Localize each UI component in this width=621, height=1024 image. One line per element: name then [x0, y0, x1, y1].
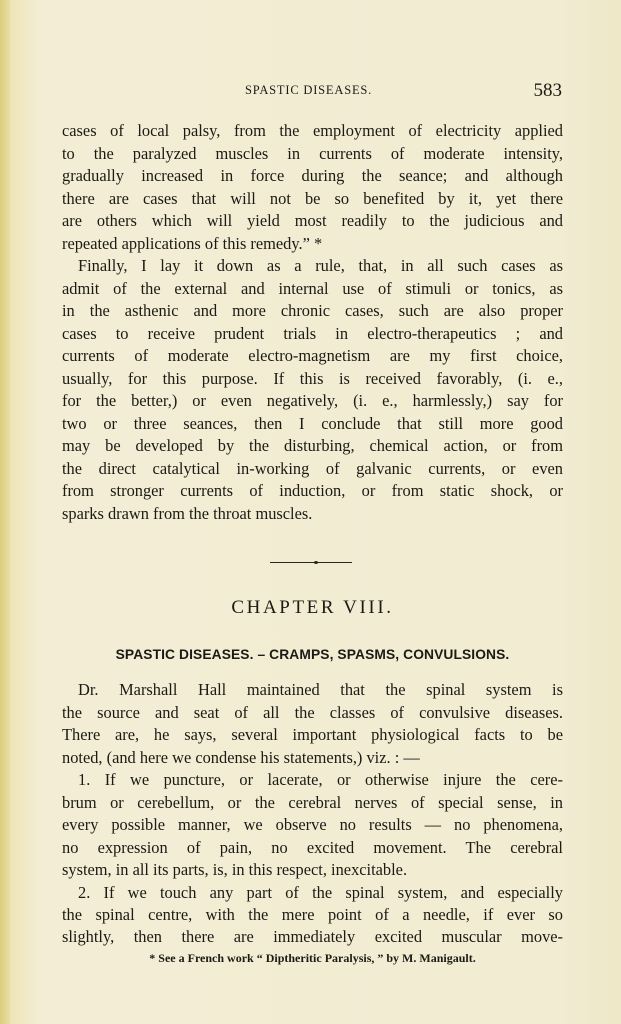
page-number: 583 — [533, 80, 562, 101]
chapter-subtitle: SPASTIC DISEASES. – CRAMPS, SPASMS, CONVULSIONS. — [115, 647, 510, 662]
text-line: the spinal centre, with the mere point of a needle, if ever so — [62, 905, 563, 924]
text-line: 1. If we puncture, or lacerate, or otherwise injure the cere- — [78, 770, 563, 789]
text-line: brum or cerebellum, or the cerebral nerves of special sense, in — [62, 793, 563, 812]
text-line: usually, for this purpose. If this is received favorably, (i. e., — [62, 369, 563, 388]
text-line: There are, he says, several important physiological facts to be — [62, 725, 563, 744]
running-head — [62, 82, 562, 106]
text-line: are others which will yield most readily to the judicious and — [62, 211, 563, 230]
text-line: no expression of pain, no excited movement. The cerebral — [62, 838, 563, 857]
text-line: admit of the external and internal use of stimuli or tonics, as — [62, 279, 563, 298]
text-line: slightly, then there are immediately excited muscular move- — [62, 927, 563, 946]
text-line: two or three seances, then I conclude that still more good — [62, 414, 563, 433]
text-line: to the paralyzed muscles in currents of moderate intensity, — [62, 144, 563, 163]
running-head-title: SPASTIC DISEASES. — [245, 83, 373, 97]
text-line: noted, (and here we condense his statements,) viz. : — — [62, 748, 420, 767]
text-line: for the better,) or even negatively, (i. e., harmlessly,) say for — [62, 391, 563, 410]
text-line: from stronger currents of induction, or from static shock, or — [62, 481, 563, 500]
text-line: every possible manner, we observe no results — no phenomena, — [62, 815, 563, 834]
footnote: * See a French work “ Diptheritic Paralysis, ” by M. Manigault. — [149, 951, 476, 965]
text-line: the direct catalytical in-working of galvanic currents, or even — [62, 459, 563, 478]
text-line: cases of local palsy, from the employment of electricity applied — [62, 121, 563, 140]
text-line: Finally, I lay it down as a rule, that, in all such cases as — [78, 256, 563, 275]
section-divider — [270, 561, 352, 565]
text-line: cases to receive prudent trials in electro-therapeutics ; and — [62, 324, 563, 343]
chapter-heading: CHAPTER VIII. — [231, 597, 394, 618]
text-line: may be developed by the disturbing, chemical action, or from — [62, 436, 563, 455]
text-line: gradually increased in force during the seance; and although — [62, 166, 563, 185]
page-gutter-edge — [0, 0, 10, 1024]
text-line: system, in all its parts, is, in this respect, inexcitable. — [62, 860, 408, 879]
text-line: currents of moderate electro-magnetism are my first choice, — [62, 346, 563, 365]
text-line: in the asthenic and more chronic cases, such are also proper — [62, 301, 563, 320]
text-line: 2. If we touch any part of the spinal system, and especially — [78, 883, 563, 902]
text-line: repeated applications of this remedy.” * — [62, 234, 323, 253]
text-line: there are cases that will not be so benefited by it, yet there — [62, 189, 563, 208]
text-line: Dr. Marshall Hall maintained that the spinal system is — [78, 680, 563, 699]
text-line: sparks drawn from the throat muscles. — [62, 504, 313, 523]
text-line: the source and seat of all the classes of convulsive diseases. — [62, 703, 563, 722]
